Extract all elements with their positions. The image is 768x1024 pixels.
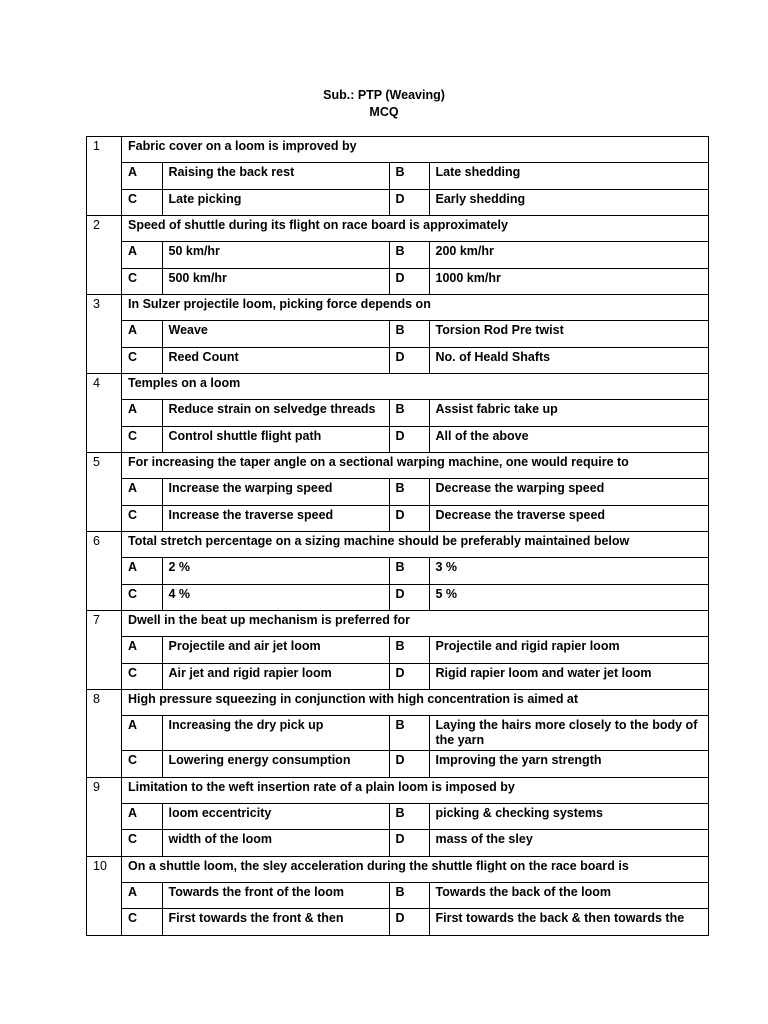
option-b-text: 3 % [429, 558, 708, 584]
options-row [87, 803, 709, 856]
question-number: 10 [87, 856, 122, 935]
options-row [87, 637, 709, 690]
question-number: 8 [87, 690, 122, 778]
option-letter: D [389, 830, 429, 856]
question-number: 5 [87, 453, 122, 532]
options-row-cd [122, 830, 708, 856]
option-letter: C [122, 751, 162, 777]
option-letter: C [122, 189, 162, 215]
option-c-text: Reed Count [162, 347, 389, 373]
option-letter: C [122, 426, 162, 452]
option-a-text: 50 km/hr [162, 242, 389, 268]
option-letter: C [122, 663, 162, 689]
option-letter: C [122, 909, 162, 935]
options-row-cd [122, 347, 708, 373]
option-a-text: Increase the warping speed [162, 479, 389, 505]
question-number: 3 [87, 295, 122, 374]
options-row [87, 242, 709, 295]
option-letter: A [122, 479, 162, 505]
option-letter: B [389, 637, 429, 663]
question-number: 4 [87, 374, 122, 453]
options-row-cd [122, 751, 708, 777]
options-row-cd [122, 505, 708, 531]
option-letter: D [389, 663, 429, 689]
options-row [87, 400, 709, 453]
subject-title: Sub.: PTP (Weaving) [323, 88, 445, 102]
option-a-text: Projectile and air jet loom [162, 637, 389, 663]
option-b-text: Towards the back of the loom [429, 883, 708, 909]
option-letter: B [389, 804, 429, 830]
option-d-text: Improving the yarn strength [429, 751, 708, 777]
options-grid [122, 804, 708, 856]
option-letter: A [122, 400, 162, 426]
option-d-text: 5 % [429, 584, 708, 610]
option-c-text: Air jet and rigid rapier loom [162, 663, 389, 689]
options-row-ab [122, 716, 708, 751]
options-grid [122, 637, 708, 689]
options-row-ab [122, 242, 708, 268]
option-c-text: Increase the traverse speed [162, 505, 389, 531]
mcq-table [86, 136, 709, 936]
option-letter: C [122, 268, 162, 294]
question-text: Speed of shuttle during its flight on race board is approximately [122, 216, 709, 242]
option-b-text: Projectile and rigid rapier loom [429, 637, 708, 663]
option-letter: B [389, 163, 429, 189]
option-d-text: All of the above [429, 426, 708, 452]
option-letter: A [122, 804, 162, 830]
options-grid [122, 716, 708, 777]
option-letter: A [122, 716, 162, 751]
option-d-text: Early shedding [429, 189, 708, 215]
question-text: High pressure squeezing in conjunction with high concentration is aimed at [122, 690, 709, 716]
question-row [87, 295, 709, 321]
options-row [87, 163, 709, 216]
option-c-text: First towards the front & then [162, 909, 389, 935]
question-number: 7 [87, 611, 122, 690]
question-number: 2 [87, 216, 122, 295]
question-text: For increasing the taper angle on a sectional warping machine, one would require to [122, 453, 709, 479]
option-letter: A [122, 558, 162, 584]
options-grid [122, 400, 708, 452]
options-row-ab [122, 558, 708, 584]
option-a-text: Increasing the dry pick up [162, 716, 389, 751]
options-row [87, 321, 709, 374]
options-row [87, 479, 709, 532]
option-b-text: Torsion Rod Pre twist [429, 321, 708, 347]
question-text: Limitation to the weft insertion rate of a plain loom is imposed by [122, 777, 709, 803]
option-letter: D [389, 347, 429, 373]
option-b-text: Laying the hairs more closely to the body of the yarn [429, 716, 708, 751]
option-letter: B [389, 242, 429, 268]
option-letter: A [122, 321, 162, 347]
question-text: Temples on a loom [122, 374, 709, 400]
option-a-text: 2 % [162, 558, 389, 584]
options-row [87, 558, 709, 611]
options-cell [122, 479, 709, 532]
options-row [87, 882, 709, 935]
option-a-text: Reduce strain on selvedge threads [162, 400, 389, 426]
option-letter: B [389, 400, 429, 426]
document-header [0, 87, 768, 121]
option-letter: D [389, 268, 429, 294]
options-grid [122, 479, 708, 531]
option-letter: B [389, 558, 429, 584]
option-letter: D [389, 189, 429, 215]
options-row-cd [122, 426, 708, 452]
option-c-text: Late picking [162, 189, 389, 215]
options-row-ab [122, 400, 708, 426]
option-c-text: 4 % [162, 584, 389, 610]
option-c-text: Lowering energy consumption [162, 751, 389, 777]
option-c-text: width of the loom [162, 830, 389, 856]
options-row-ab [122, 883, 708, 909]
option-letter: D [389, 505, 429, 531]
option-letter: B [389, 716, 429, 751]
options-cell [122, 163, 709, 216]
options-row-ab [122, 163, 708, 189]
options-cell [122, 882, 709, 935]
option-d-text: 1000 km/hr [429, 268, 708, 294]
question-number: 6 [87, 532, 122, 611]
options-cell [122, 321, 709, 374]
options-cell [122, 400, 709, 453]
option-letter: C [122, 584, 162, 610]
options-cell [122, 716, 709, 778]
question-row [87, 216, 709, 242]
option-letter: B [389, 479, 429, 505]
options-row-ab [122, 804, 708, 830]
option-a-text: Towards the front of the loom [162, 883, 389, 909]
question-number: 9 [87, 777, 122, 856]
option-a-text: Weave [162, 321, 389, 347]
question-row [87, 453, 709, 479]
question-text: On a shuttle loom, the sley acceleration during the shuttle flight on the race board is [122, 856, 709, 882]
option-letter: A [122, 883, 162, 909]
option-b-text: Assist fabric take up [429, 400, 708, 426]
question-text: In Sulzer projectile loom, picking force depends on [122, 295, 709, 321]
options-row-ab [122, 637, 708, 663]
options-row-cd [122, 268, 708, 294]
option-b-text: 200 km/hr [429, 242, 708, 268]
options-row-ab [122, 321, 708, 347]
option-letter: B [389, 883, 429, 909]
option-letter: A [122, 163, 162, 189]
options-grid [122, 558, 708, 610]
options-row-ab [122, 479, 708, 505]
question-text: Total stretch percentage on a sizing machine should be preferably maintained below [122, 532, 709, 558]
option-letter: A [122, 637, 162, 663]
options-grid [122, 321, 708, 373]
option-c-text: 500 km/hr [162, 268, 389, 294]
question-row [87, 611, 709, 637]
options-row-cd [122, 189, 708, 215]
question-row [87, 856, 709, 882]
options-row-cd [122, 909, 708, 935]
option-letter: C [122, 830, 162, 856]
options-row [87, 716, 709, 778]
option-letter: C [122, 505, 162, 531]
option-a-text: loom eccentricity [162, 804, 389, 830]
options-row-cd [122, 663, 708, 689]
option-letter: D [389, 426, 429, 452]
question-text: Fabric cover on a loom is improved by [122, 137, 709, 163]
question-row [87, 690, 709, 716]
test-type: MCQ [369, 105, 399, 119]
options-cell [122, 242, 709, 295]
option-letter: A [122, 242, 162, 268]
option-d-text: No. of Heald Shafts [429, 347, 708, 373]
option-letter: B [389, 321, 429, 347]
options-grid [122, 883, 708, 935]
option-d-text: mass of the sley [429, 830, 708, 856]
options-grid [122, 163, 708, 215]
option-letter: D [389, 909, 429, 935]
option-b-text: picking & checking systems [429, 804, 708, 830]
options-cell [122, 803, 709, 856]
option-b-text: Decrease the warping speed [429, 479, 708, 505]
option-letter: D [389, 751, 429, 777]
options-cell [122, 637, 709, 690]
question-row [87, 374, 709, 400]
option-a-text: Raising the back rest [162, 163, 389, 189]
option-letter: D [389, 584, 429, 610]
option-letter: C [122, 347, 162, 373]
question-row [87, 532, 709, 558]
options-row-cd [122, 584, 708, 610]
option-d-text: Rigid rapier loom and water jet loom [429, 663, 708, 689]
options-grid [122, 242, 708, 294]
option-b-text: Late shedding [429, 163, 708, 189]
question-number: 1 [87, 137, 122, 216]
question-text: Dwell in the beat up mechanism is preferred for [122, 611, 709, 637]
question-row [87, 137, 709, 163]
options-cell [122, 558, 709, 611]
question-row [87, 777, 709, 803]
option-c-text: Control shuttle flight path [162, 426, 389, 452]
option-d-text: First towards the back & then towards the [429, 909, 708, 935]
option-d-text: Decrease the traverse speed [429, 505, 708, 531]
